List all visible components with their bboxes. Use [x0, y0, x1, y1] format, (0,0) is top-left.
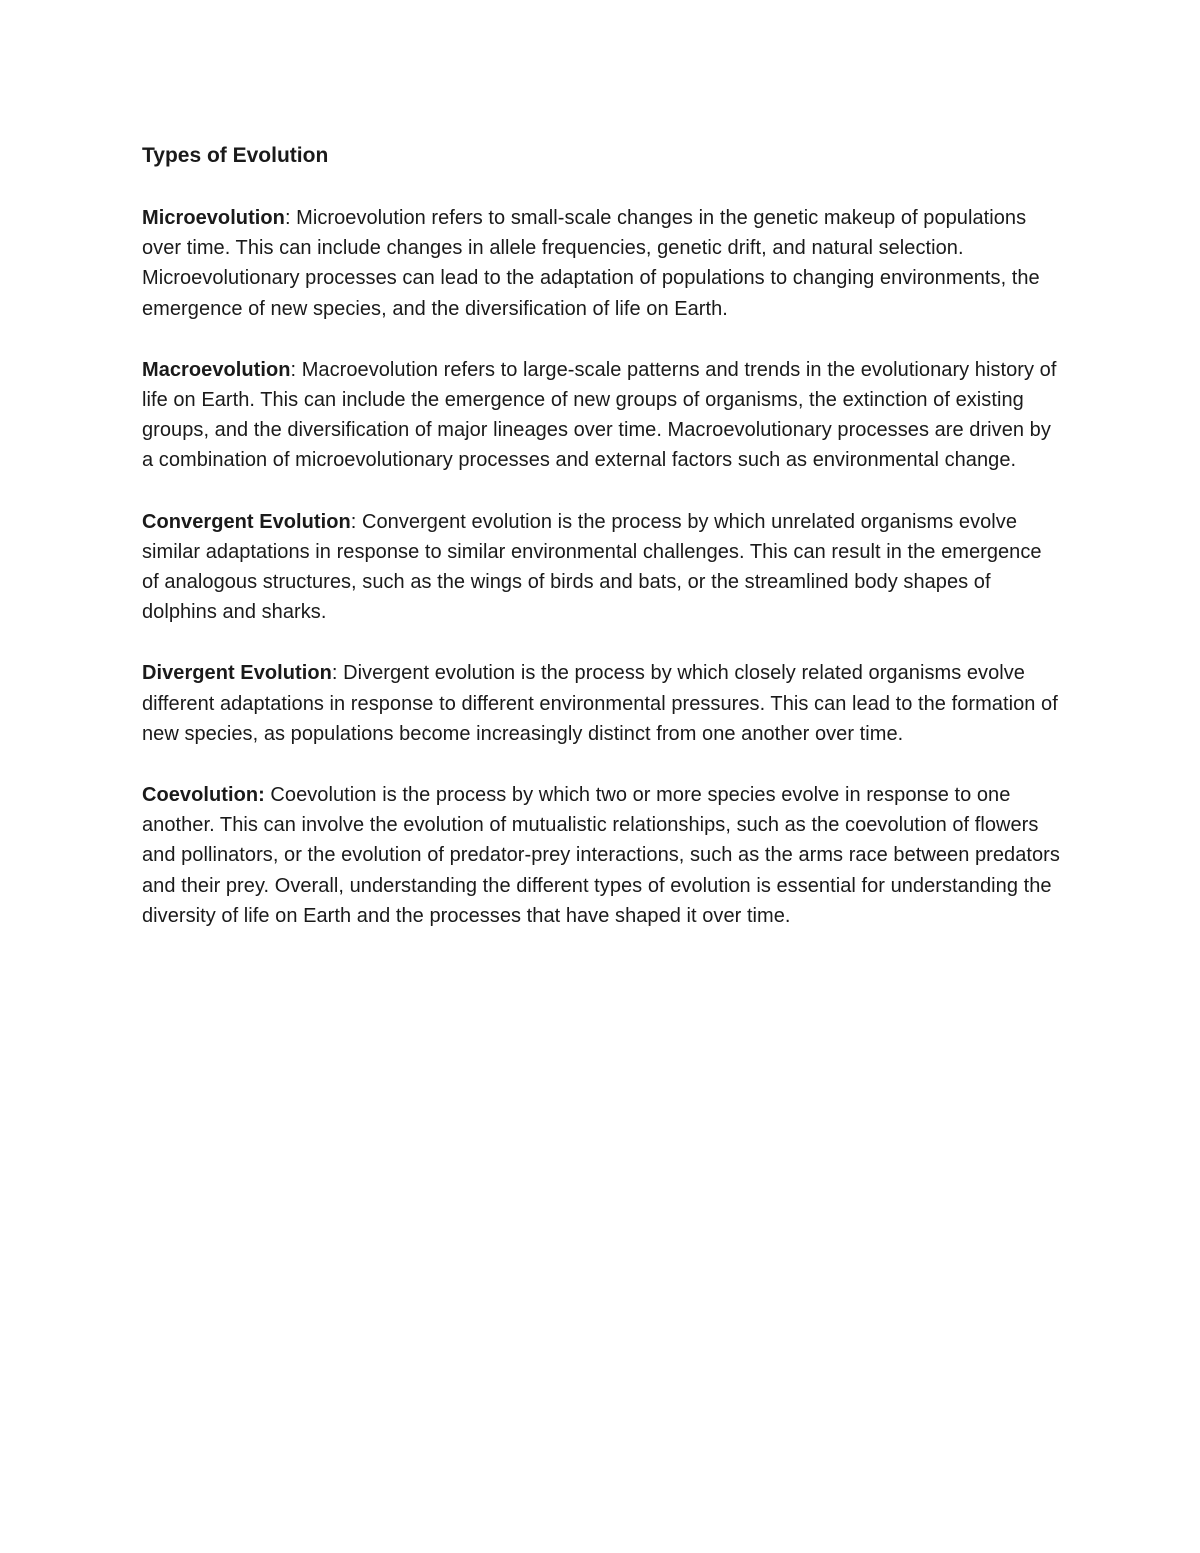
section-term: Macroevolution [142, 358, 291, 381]
document-title: Types of Evolution [142, 144, 329, 167]
section-coevolution [142, 780, 1062, 931]
section-term: Microevolution [142, 207, 285, 229]
section-text: : Microevolution refers to small-scale changes in the genetic makeup of populations over time. This can include changes in allele frequencies, genetic drift, and natural selection. Microevolutionary processes can lead to the adaptation of populations to changing environments, the emergence of new species, and the diversification of life on Earth. [142, 207, 1040, 320]
section-term: Coevolution: [142, 784, 265, 807]
section-macroevolution [142, 355, 1062, 476]
section-term: Convergent Evolution [142, 510, 351, 533]
section-microevolution [142, 203, 1062, 324]
section-text: Coevolution is the process by which two or more species evolve in response to one another. This can involve the evolution of mutualistic relationships, such as the coevolution of flowers and pollinators, or the evolution of predator-prey interactions, such as the arms race between predators and their prey. Overall, understanding the different types of evolution is essential for understanding the diversity of life on Earth and the processes that have shaped it over time. [142, 784, 1060, 927]
section-term: Divergent Evolution [142, 662, 332, 685]
section-convergent-evolution [142, 507, 1062, 628]
section-divergent-evolution [142, 658, 1062, 749]
document-body [142, 141, 1062, 962]
section-text: : Divergent evolution is the process by which closely related organisms evolve different adaptations in response to different environmental pressures. This can lead to the formation of new species, as populations become increasingly distinct from one another over time. [142, 662, 1058, 745]
section-text: : Macroevolution refers to large-scale patterns and trends in the evolutionary history of life on Earth. This can include the emergence of new groups of organisms, the extinction of existing groups, and the diversification of major lineages over time. Macroevolutionary processes are driven by a combination of microevolutionary processes and external factors such as environmental change. [142, 358, 1057, 472]
section-text: : Convergent evolution is the process by which unrelated organisms evolve similar adaptations in response to similar environmental challenges. This can result in the emergence of analogous structures, such as the wings of birds and bats, or the streamlined body shapes of dolphins and sharks. [142, 510, 1042, 624]
